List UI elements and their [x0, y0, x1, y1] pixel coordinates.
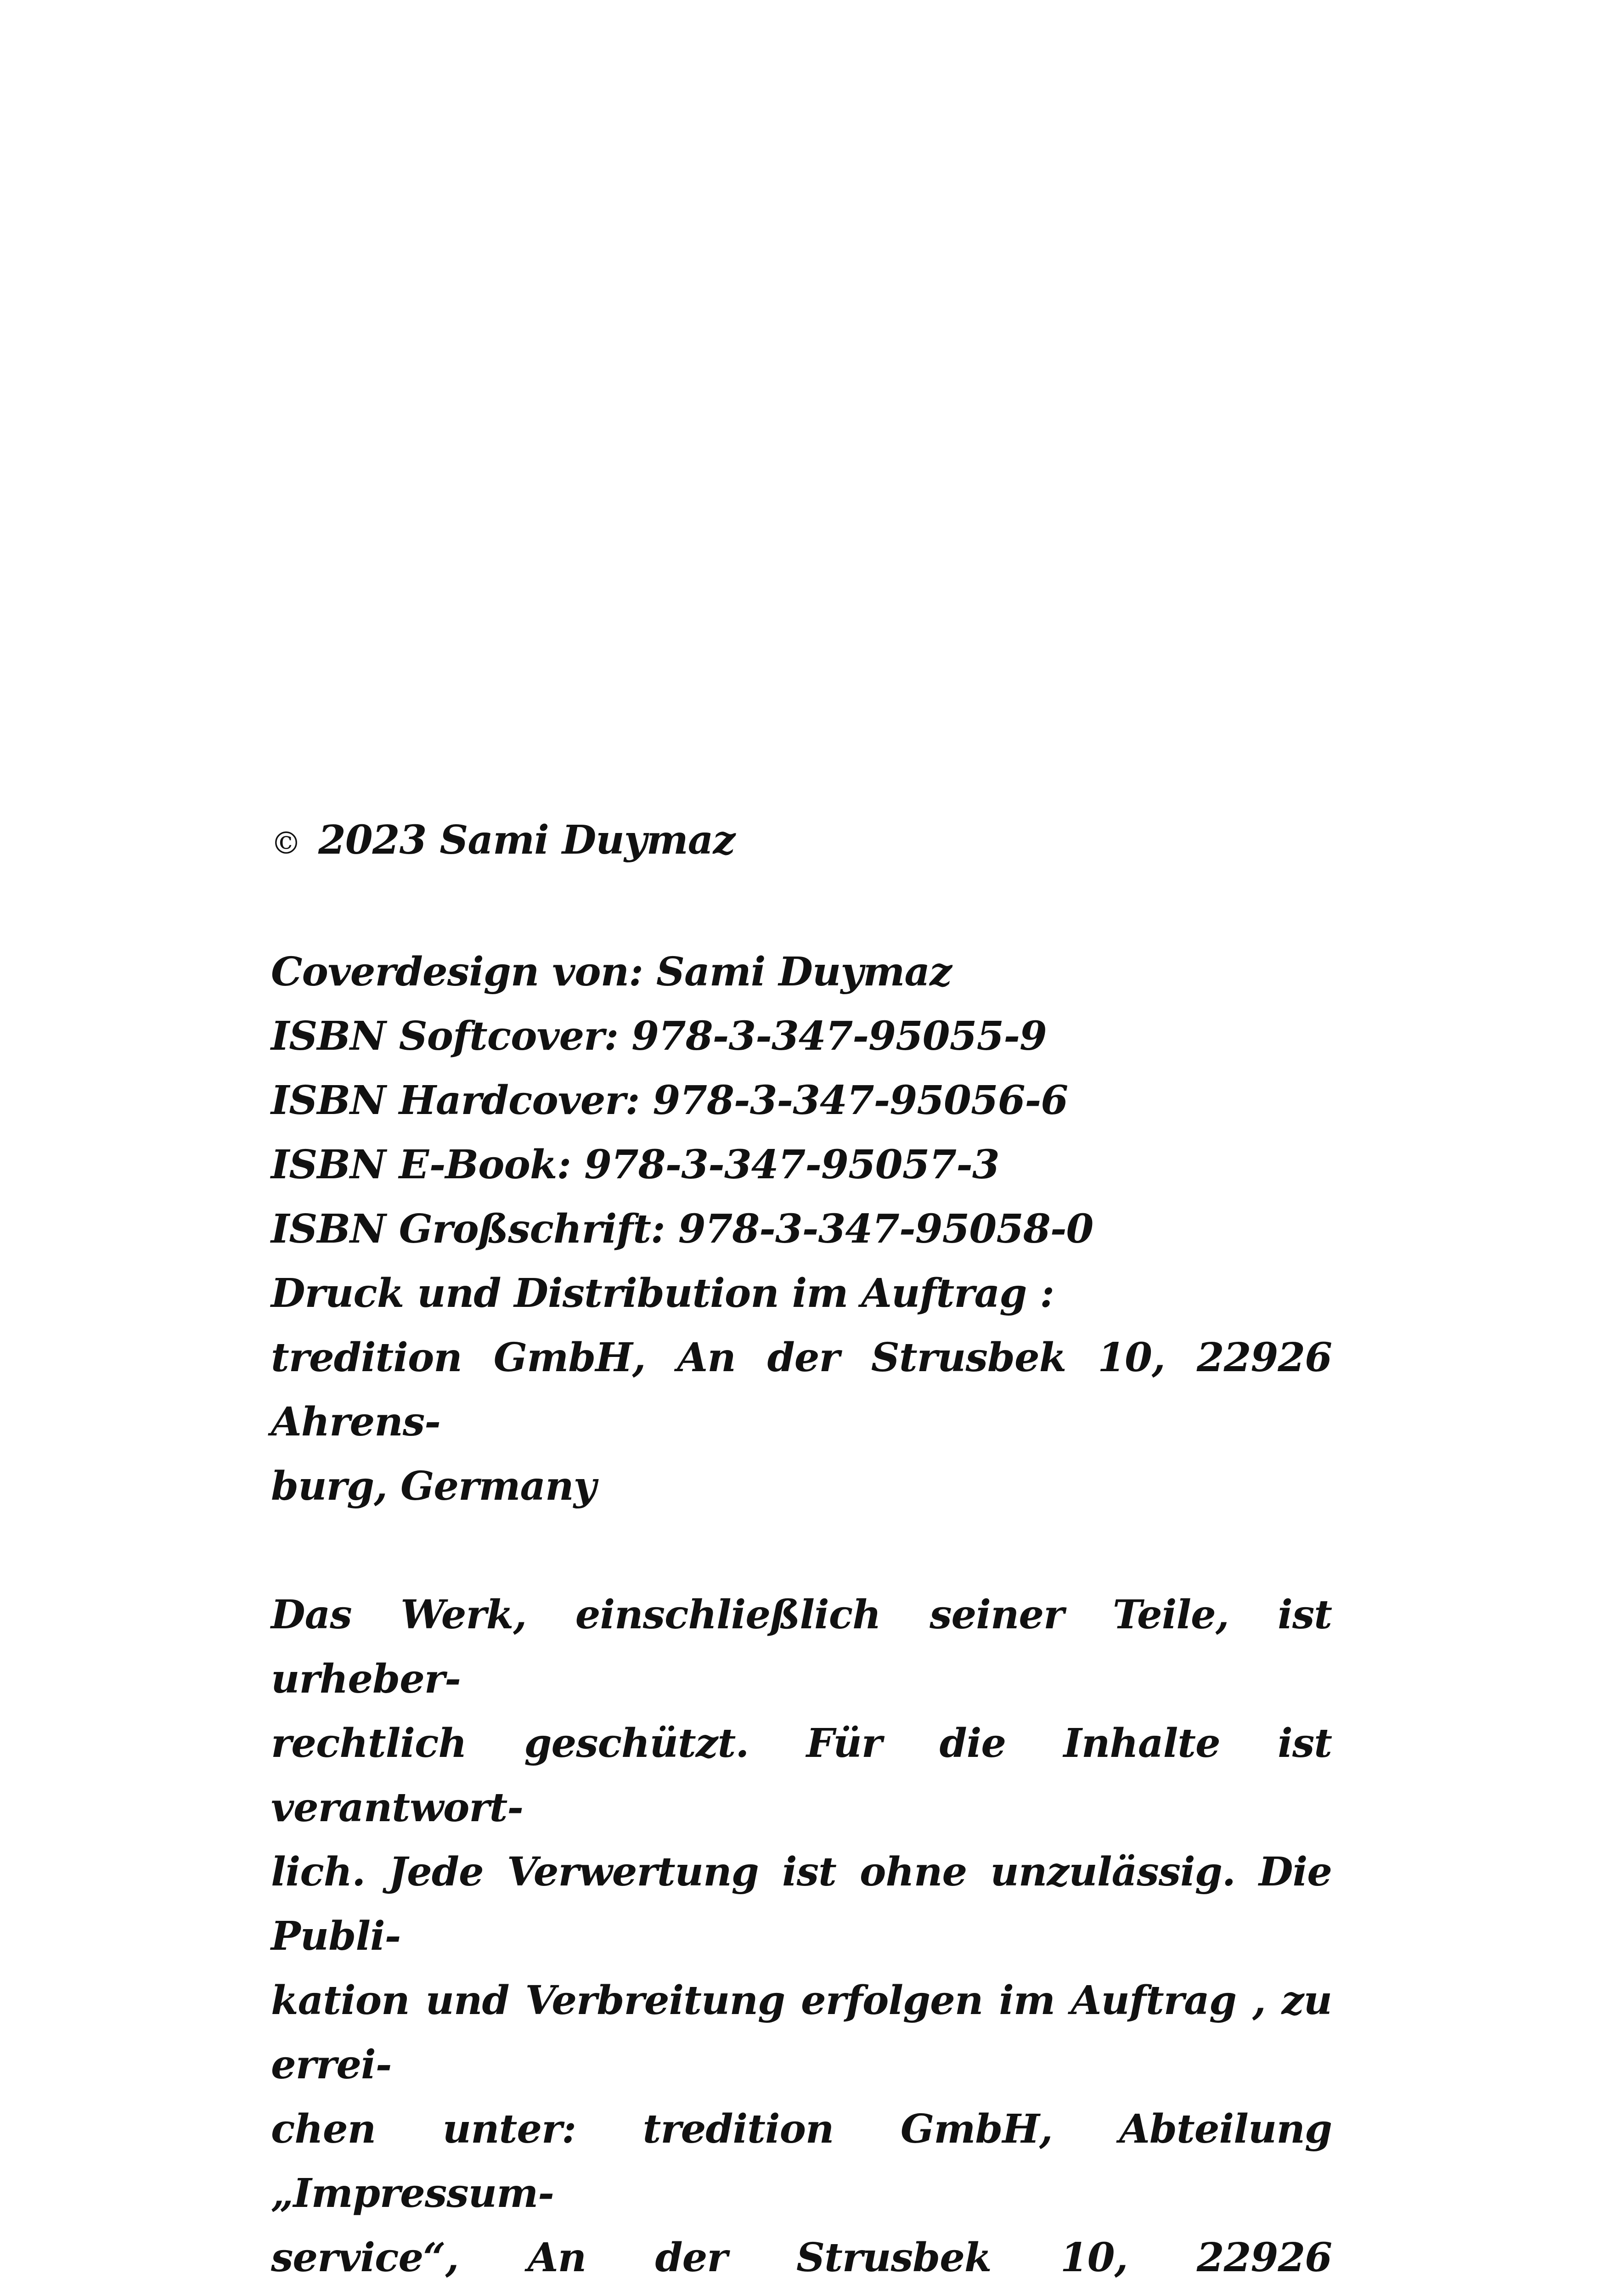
copyright-notice-line-4: kation und Verbreitung erfolgen im Auftrag , zu errei-	[271, 1977, 1332, 2088]
isbn-ebook: ISBN E-Book: 978-3-347-95057-3	[271, 1142, 999, 1188]
imprint-text-block	[271, 808, 1332, 2296]
paragraph-spacer	[271, 1519, 1332, 1583]
copyright-notice-line-3: lich. Jede Verwertung ist ohne unzulässig. Die Publi-	[271, 1849, 1332, 1959]
copyright-symbol: ©	[271, 826, 301, 861]
copyright-notice	[271, 1583, 1332, 2296]
copyright-notice-line-1: Das Werk, einschließlich seiner Teile, ist urheber-	[271, 1592, 1332, 1702]
isbn-hardcover: ISBN Hardcover: 978-3-347-95056-6	[271, 1077, 1068, 1124]
copyright-notice-line-5: chen unter: tredition GmbH, Abteilung „Impressum-	[271, 2106, 1332, 2217]
distribution-credit: Druck und Distribution im Auftrag :	[271, 1270, 1054, 1317]
cover-design-credit: Coverdesign von: Sami Duymaz	[271, 949, 952, 995]
copyright-notice-line-6: service“, An der Strusbek 10, 22926	[271, 2234, 1332, 2281]
copyright-notice-line-2: rechtlich geschützt. Für die Inhalte ist verantwort-	[271, 1720, 1332, 1831]
isbn-large-print: ISBN Großschrift: 978-3-347-95058-0	[271, 1206, 1093, 1252]
copyright-holder: 2023 Sami Duymaz	[318, 817, 735, 863]
publication-details	[271, 940, 1332, 1519]
publisher-address-line-2: burg, Germany	[271, 1463, 596, 1509]
paragraph-spacer	[271, 876, 1332, 940]
publisher-address-line-1: tredition GmbH, An der Strusbek 10, 22926 Ahrens-	[271, 1334, 1332, 1445]
isbn-softcover: ISBN Softcover: 978-3-347-95055-9	[271, 1013, 1047, 1059]
copyright-line	[271, 808, 1332, 876]
